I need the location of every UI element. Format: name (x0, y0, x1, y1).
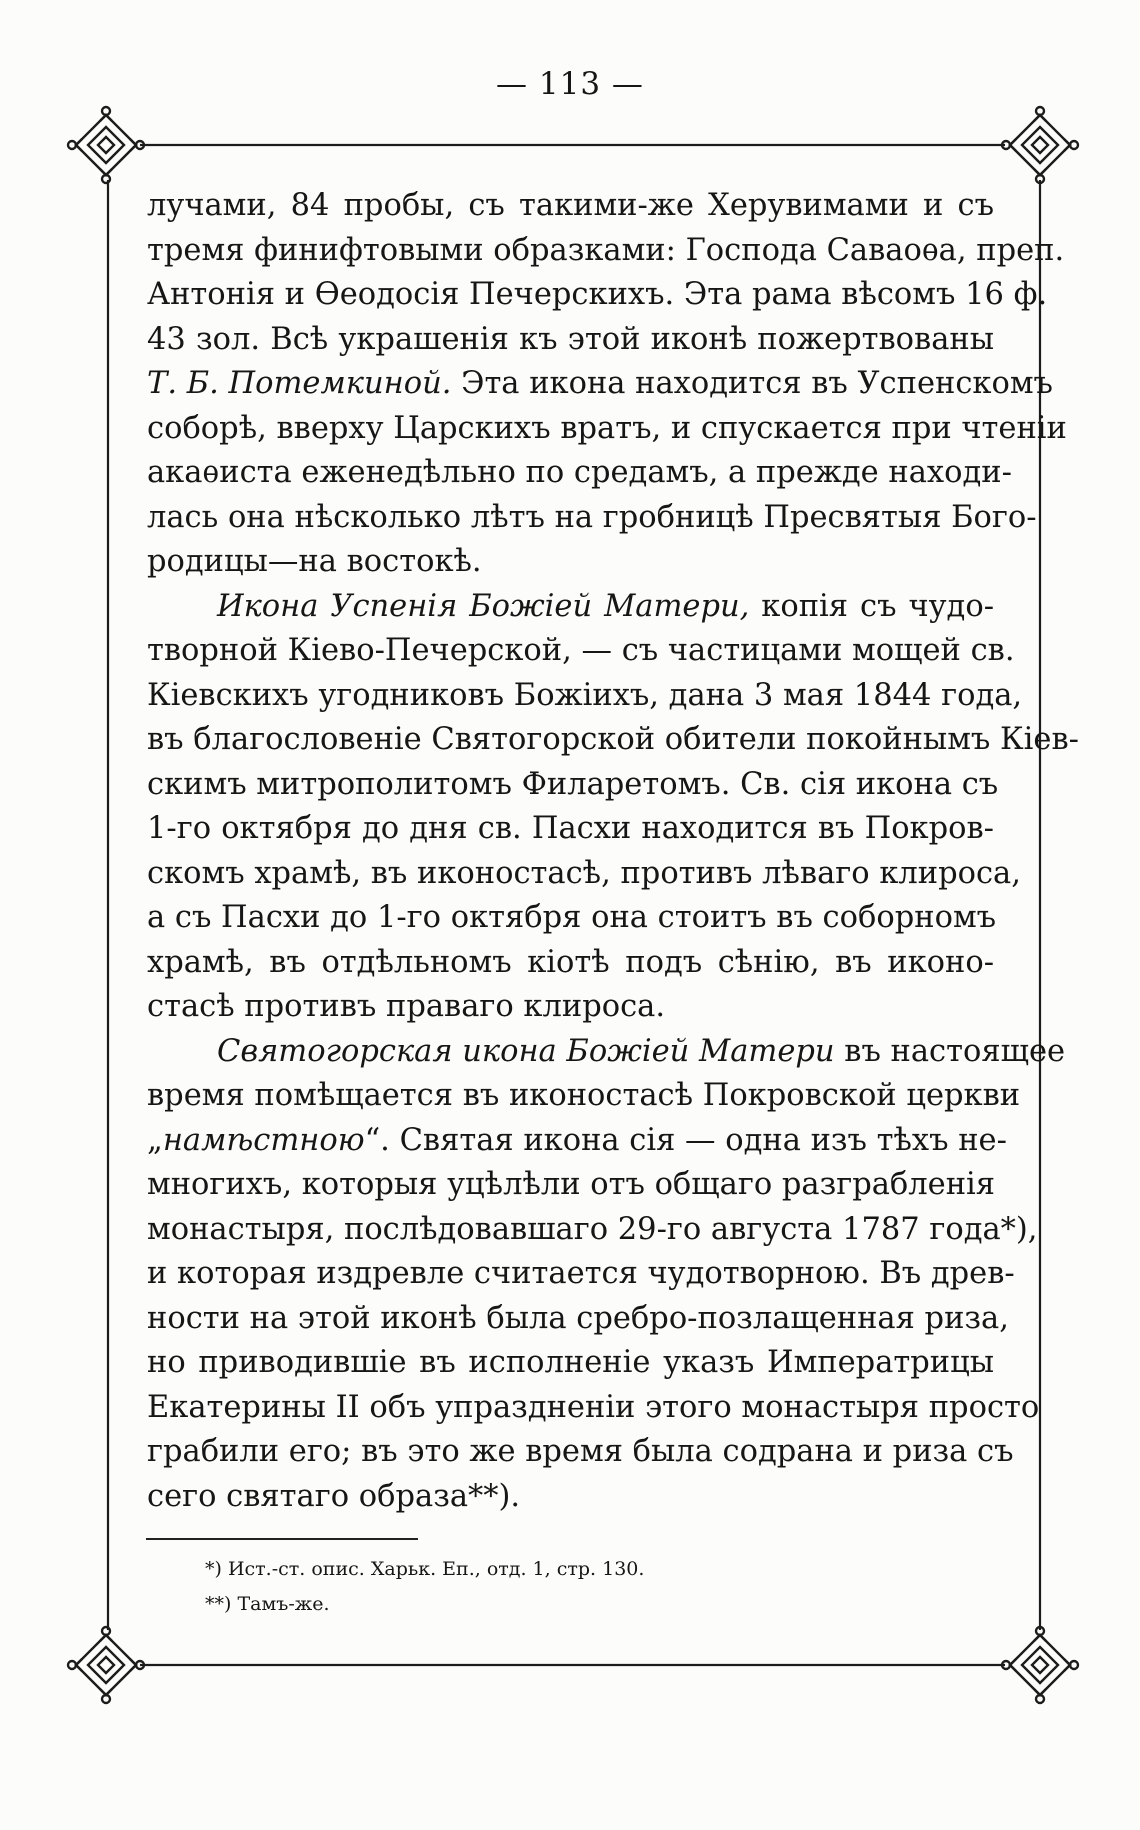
text-segment: скимъ митрополитомъ Филаретомъ. Св. сія икона съ (147, 766, 999, 802)
text-segment: грабили его; въ это же время была содрана и риза съ (147, 1434, 1014, 1469)
text-segment: Антонія и Ѳеодосія Печерскихъ. Эта рама вѣсомъ 16 ф. (147, 277, 1048, 312)
corner-ornament-bottom-left (68, 1627, 144, 1703)
text-segment: Кіевскихъ угодниковъ Божіихъ, дана 3 мая 1844 года, (147, 677, 1023, 713)
text-segment: многихъ, которыя уцѣлѣли отъ общаго разграбленія (147, 1167, 996, 1202)
italic-phrase: Т. Б. Потемкиной. (147, 366, 452, 401)
text-segment: стасѣ противъ праваго клироса. (147, 989, 666, 1024)
text-segment: „ (147, 1122, 163, 1158)
text-segment: и которая издревле считается чудотворною. Въ древ- (147, 1256, 1015, 1291)
text-segment: Эта икона находится въ Успенскомъ (451, 366, 1053, 401)
footnotes (205, 1552, 644, 1622)
text-line (147, 1430, 1014, 1475)
italic-phrase: Икона Успенія Божіей Матери, (217, 588, 750, 624)
text-line (147, 807, 994, 852)
text-line (147, 1163, 994, 1208)
footnote: *) Ист.-ст. опис. Харьк. Еп., отд. 1, стр. 130. (205, 1558, 645, 1580)
text-line (147, 1252, 1015, 1297)
text-line (147, 941, 994, 986)
corner-ornament-bottom-right (1002, 1627, 1078, 1703)
text-line (147, 229, 1065, 274)
corner-ornament-top-right (1002, 107, 1078, 183)
text-line (147, 362, 1053, 407)
text-segment: “. Святая икона сія — одна изъ тѣхъ не- (364, 1122, 1007, 1158)
text-segment: лась она нѣсколько лѣтъ на гробницѣ Пресвятыя Бого- (147, 499, 1037, 535)
text-segment: 43 зол. Всѣ украшенія къ этой иконѣ пожертвованы (147, 321, 994, 357)
body-text (147, 184, 1079, 1519)
text-segment: ности на этой иконѣ была сребро-позлащенная риза, (147, 1300, 1009, 1336)
text-line (147, 407, 1067, 452)
text-line (147, 985, 994, 1030)
text-line (147, 1297, 1009, 1342)
text-line (147, 674, 1023, 719)
text-line (147, 273, 1048, 318)
italic-phrase: Святогорская икона Божіей Матери (217, 1033, 835, 1069)
text-segment: скомъ храмѣ, въ иконостасѣ, противъ лѣваго клироса, (147, 855, 1021, 891)
text-segment: но приводившіе въ исполненіе указъ Императрицы (147, 1345, 994, 1380)
text-segment: 1-го октября до дня св. Пасхи находится въ Покров- (147, 811, 994, 846)
text-segment: Екатерины II объ упраздненіи этого монастыря просто (147, 1389, 1040, 1425)
footnote-separator (146, 1538, 418, 1540)
text-segment: сего святаго образа**). (147, 1478, 521, 1514)
text-segment: родицы—на востокѣ. (147, 544, 482, 579)
text-line (147, 1119, 1007, 1164)
text-line (147, 451, 1012, 496)
text-line (147, 1208, 1038, 1253)
text-line (147, 184, 994, 229)
corner-ornament-top-left (68, 107, 144, 183)
text-segment: лучами, 84 пробы, съ такими-же Херувимами и съ (147, 188, 994, 223)
text-line (147, 585, 994, 630)
text-segment: въ благословеніе Святогорской обители покойнымъ Кіев- (147, 722, 1079, 757)
footnote: **) Тамъ-же. (205, 1593, 330, 1615)
text-segment: въ настоящее (834, 1033, 1066, 1069)
text-segment: копія съ чудо- (749, 588, 994, 624)
text-line (147, 1074, 1021, 1119)
text-line (147, 852, 1021, 897)
page-number: — 113 — (496, 66, 644, 102)
italic-phrase: намѣстною (162, 1122, 365, 1158)
text-line (147, 540, 994, 585)
text-line (147, 496, 1037, 541)
text-line (147, 1386, 1040, 1431)
text-line (147, 629, 1015, 674)
text-segment: а съ Пасхи до 1-го октября она стоитъ въ соборномъ (147, 900, 997, 935)
text-segment: творной Кіево-Печерской, — съ частицами мощей св. (147, 633, 1015, 668)
text-segment: время помѣщается въ иконостасѣ Покровской церкви (147, 1078, 1021, 1113)
text-segment: соборѣ, вверху Царскихъ вратъ, и спускается при чтеніи (147, 410, 1067, 446)
text-segment: монастыря, послѣдовавшаго 29-го августа 1787 года*), (147, 1211, 1038, 1247)
text-segment: акаѳиста еженедѣльно по средамъ, а прежде находи- (147, 455, 1012, 490)
text-line (147, 896, 997, 941)
text-line (147, 763, 999, 808)
text-segment: тремя финифтовыми образками: Господа Саваоѳа, преп. (147, 232, 1065, 268)
text-segment: храмѣ, въ отдѣльномъ кіотѣ подъ сѣнію, въ иконо- (147, 944, 994, 980)
text-line (147, 1475, 994, 1520)
text-line (147, 1341, 994, 1386)
text-line (147, 718, 1079, 763)
text-line (147, 318, 994, 363)
text-line (147, 1030, 1066, 1075)
